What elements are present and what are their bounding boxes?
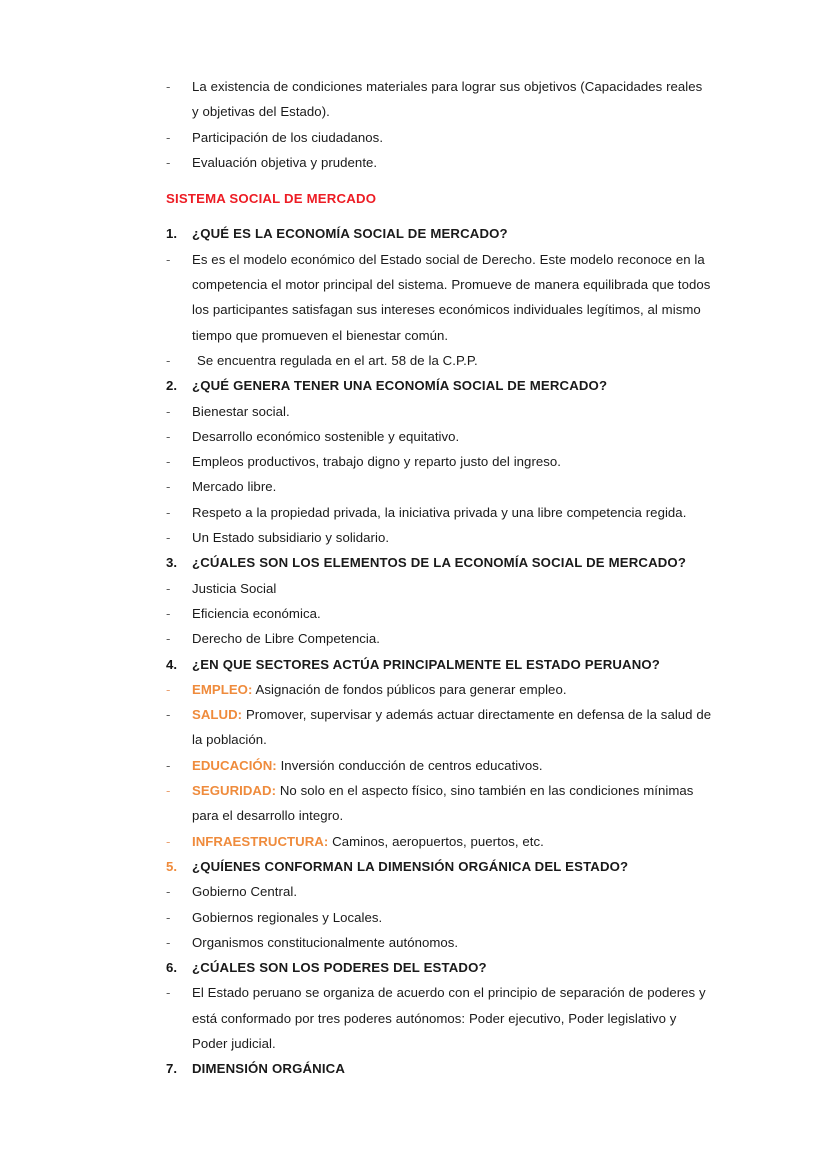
- bullet-body-text: Desarrollo económico sostenible y equitativo.: [192, 428, 460, 444]
- bullet-text: [192, 702, 712, 753]
- bullet-text: [192, 125, 712, 150]
- bullet-keyword: EDUCACIÓN:: [192, 757, 277, 773]
- bullet-marker: -: [166, 985, 171, 1001]
- intro-bullet-list: [166, 74, 712, 175]
- question-heading: [166, 854, 712, 879]
- bullet-item: [166, 626, 712, 651]
- bullet-marker: -: [166, 504, 171, 520]
- question-title: ¿QUÉ GENERA TENER UNA ECONOMÍA SOCIAL DE MERCADO?: [192, 378, 608, 394]
- bullet-text: [192, 601, 712, 626]
- bullet-marker: -: [166, 783, 171, 799]
- question-title: DIMENSIÓN ORGÁNICA: [192, 1061, 345, 1077]
- bullet-keyword: SALUD:: [192, 707, 243, 723]
- question-heading: [166, 1056, 712, 1081]
- bullet-item: [166, 879, 712, 904]
- bullet-text: [192, 474, 712, 499]
- bullet-text: [192, 980, 712, 1056]
- bullet-item: [166, 449, 712, 474]
- bullet-marker: -: [166, 631, 171, 647]
- bullet-body-text: Evaluación objetiva y prudente.: [192, 154, 378, 170]
- question-number: 2.: [166, 378, 178, 394]
- bullet-item: [166, 348, 712, 373]
- bullet-text: [192, 348, 712, 373]
- bullet-marker: -: [166, 934, 171, 950]
- bullet-item: [166, 500, 712, 525]
- bullet-body-text: Organismos constitucionalmente autónomos.: [192, 934, 459, 950]
- document-body: [166, 74, 712, 1082]
- bullet-marker: -: [166, 909, 171, 925]
- question-title: ¿CÚALES SON LOS PODERES DEL ESTADO?: [192, 960, 487, 976]
- bullet-body-text: Un Estado subsidiario y solidario.: [192, 530, 390, 546]
- bullet-marker: -: [166, 681, 171, 697]
- question-number: 5.: [166, 858, 177, 874]
- bullet-marker: -: [166, 757, 171, 773]
- bullet-marker: -: [166, 79, 171, 94]
- bullet-marker: -: [166, 352, 171, 368]
- bullet-body-text: Participación de los ciudadanos.: [192, 129, 384, 145]
- question-title: ¿QUÍENES CONFORMAN LA DIMENSIÓN ORGÁNICA DEL ESTADO?: [192, 858, 629, 874]
- bullet-text: [192, 879, 712, 904]
- question-heading: [166, 373, 712, 398]
- bullet-text: [192, 247, 712, 348]
- question-heading: [166, 221, 712, 246]
- bullet-marker: -: [166, 251, 171, 267]
- bullet-text: [192, 905, 712, 930]
- bullet-body-text: Gobierno Central.: [192, 884, 298, 900]
- bullet-body-text: Mercado libre.: [192, 479, 277, 495]
- bullet-body-text: Es es el modelo económico del Estado social de Derecho. Este modelo reconoce en la competencia el motor principal del sistema. Promueve de manera equilibrada que todos los participantes satisfagan sus intereses económicos individuales legítimos, al mismo tiempo que promueven el bienestar común.: [192, 251, 711, 343]
- bullet-marker: -: [166, 884, 171, 900]
- bullet-text: [192, 753, 712, 778]
- bullet-text: [192, 399, 712, 424]
- bullet-body-text: Empleos productivos, trabajo digno y reparto justo del ingreso.: [192, 454, 562, 470]
- bullet-marker: -: [166, 530, 171, 546]
- bullet-marker: -: [166, 479, 171, 495]
- bullet-keyword: SEGURIDAD:: [192, 783, 277, 799]
- bullet-marker: -: [166, 833, 171, 849]
- bullet-text: [192, 449, 712, 474]
- bullet-text: [192, 778, 712, 829]
- bullet-text: [192, 930, 712, 955]
- bullet-item: [166, 930, 712, 955]
- bullet-keyword: EMPLEO:: [192, 681, 253, 697]
- bullet-item: [166, 247, 712, 348]
- bullet-marker: -: [166, 129, 171, 145]
- bullet-text: [192, 829, 712, 854]
- bullet-body-text: Derecho de Libre Competencia.: [192, 631, 380, 647]
- question-heading: [166, 550, 712, 575]
- question-number: 3.: [166, 555, 178, 571]
- bullet-item: [166, 150, 712, 175]
- bullet-item: [166, 399, 712, 424]
- bullet-body-text: La existencia de condiciones materiales para lograr sus objetivos (Capacidades reales y objetivas del Estado).: [192, 79, 703, 120]
- bullet-item: [166, 980, 712, 1056]
- bullet-body-text: Caminos, aeropuertos, puertos, etc.: [332, 833, 544, 849]
- bullet-text: [192, 626, 712, 651]
- question-title: ¿QUÉ ES LA ECONOMÍA SOCIAL DE MERCADO?: [192, 226, 508, 242]
- bullet-marker: -: [166, 154, 171, 170]
- bullet-item: [166, 677, 712, 702]
- bullet-body-text: Bienestar social.: [192, 403, 290, 419]
- bullet-item: [166, 905, 712, 930]
- bullet-item: [166, 474, 712, 499]
- question-number: 4.: [166, 656, 178, 672]
- bullet-body-text: Eficiencia económica.: [192, 605, 321, 621]
- bullet-body-text: Promover, supervisar y además actuar directamente en defensa de la salud de la población.: [192, 707, 712, 748]
- bullet-item: [166, 778, 712, 829]
- bullet-text: [192, 424, 712, 449]
- question-number: 1.: [166, 226, 178, 242]
- bullet-body-text: Asignación de fondos públicos para generar empleo.: [255, 681, 567, 697]
- bullet-marker: -: [166, 403, 171, 419]
- bullet-text: [192, 150, 712, 175]
- bullet-text: [192, 525, 712, 550]
- bullet-text: [192, 677, 712, 702]
- bullet-item: [166, 525, 712, 550]
- bullet-body-text: No solo en el aspecto físico, sino también en las condiciones mínimas para el desarrollo integro.: [192, 783, 694, 824]
- bullet-item: [166, 829, 712, 854]
- question-number: 6.: [166, 960, 178, 976]
- section-heading: SISTEMA SOCIAL DE MERCADO: [166, 191, 377, 207]
- bullet-body-text: Gobiernos regionales y Locales.: [192, 909, 383, 925]
- bullet-body-text: Se encuentra regulada en el art. 58 de la C.P.P.: [197, 352, 478, 368]
- bullet-marker: -: [166, 580, 171, 596]
- question-number: 7.: [166, 1061, 178, 1077]
- bullet-item: [166, 424, 712, 449]
- question-list: [166, 221, 712, 1081]
- bullet-marker: -: [166, 605, 171, 621]
- bullet-body-text: Inversión conducción de centros educativos.: [280, 757, 543, 773]
- question-title: ¿EN QUE SECTORES ACTÚA PRINCIPALMENTE EL ESTADO PERUANO?: [192, 656, 661, 672]
- bullet-item: [166, 125, 712, 150]
- bullet-body-text: Justicia Social: [192, 580, 277, 596]
- bullet-marker: -: [166, 454, 171, 470]
- question-heading: [166, 955, 712, 980]
- bullet-item: [166, 702, 712, 753]
- bullet-text: [192, 74, 712, 125]
- bullet-text: [192, 500, 712, 525]
- bullet-item: [166, 576, 712, 601]
- question-title: ¿CÚALES SON LOS ELEMENTOS DE LA ECONOMÍA SOCIAL DE MERCADO?: [192, 555, 687, 571]
- bullet-marker: -: [166, 428, 171, 444]
- bullet-marker: -: [166, 707, 171, 723]
- bullet-body-text: El Estado peruano se organiza de acuerdo con el principio de separación de poderes y está conformado por tres poderes autónomos: Poder ejecutivo, Poder legislativo y Poder judicial.: [192, 985, 706, 1051]
- bullet-body-text: Respeto a la propiedad privada, la iniciativa privada y una libre competencia regida.: [192, 504, 687, 520]
- question-heading: [166, 652, 712, 677]
- bullet-item: [166, 601, 712, 626]
- bullet-item: [166, 74, 712, 125]
- bullet-keyword: INFRAESTRUCTURA:: [192, 833, 329, 849]
- bullet-item: [166, 753, 712, 778]
- bullet-text: [192, 576, 712, 601]
